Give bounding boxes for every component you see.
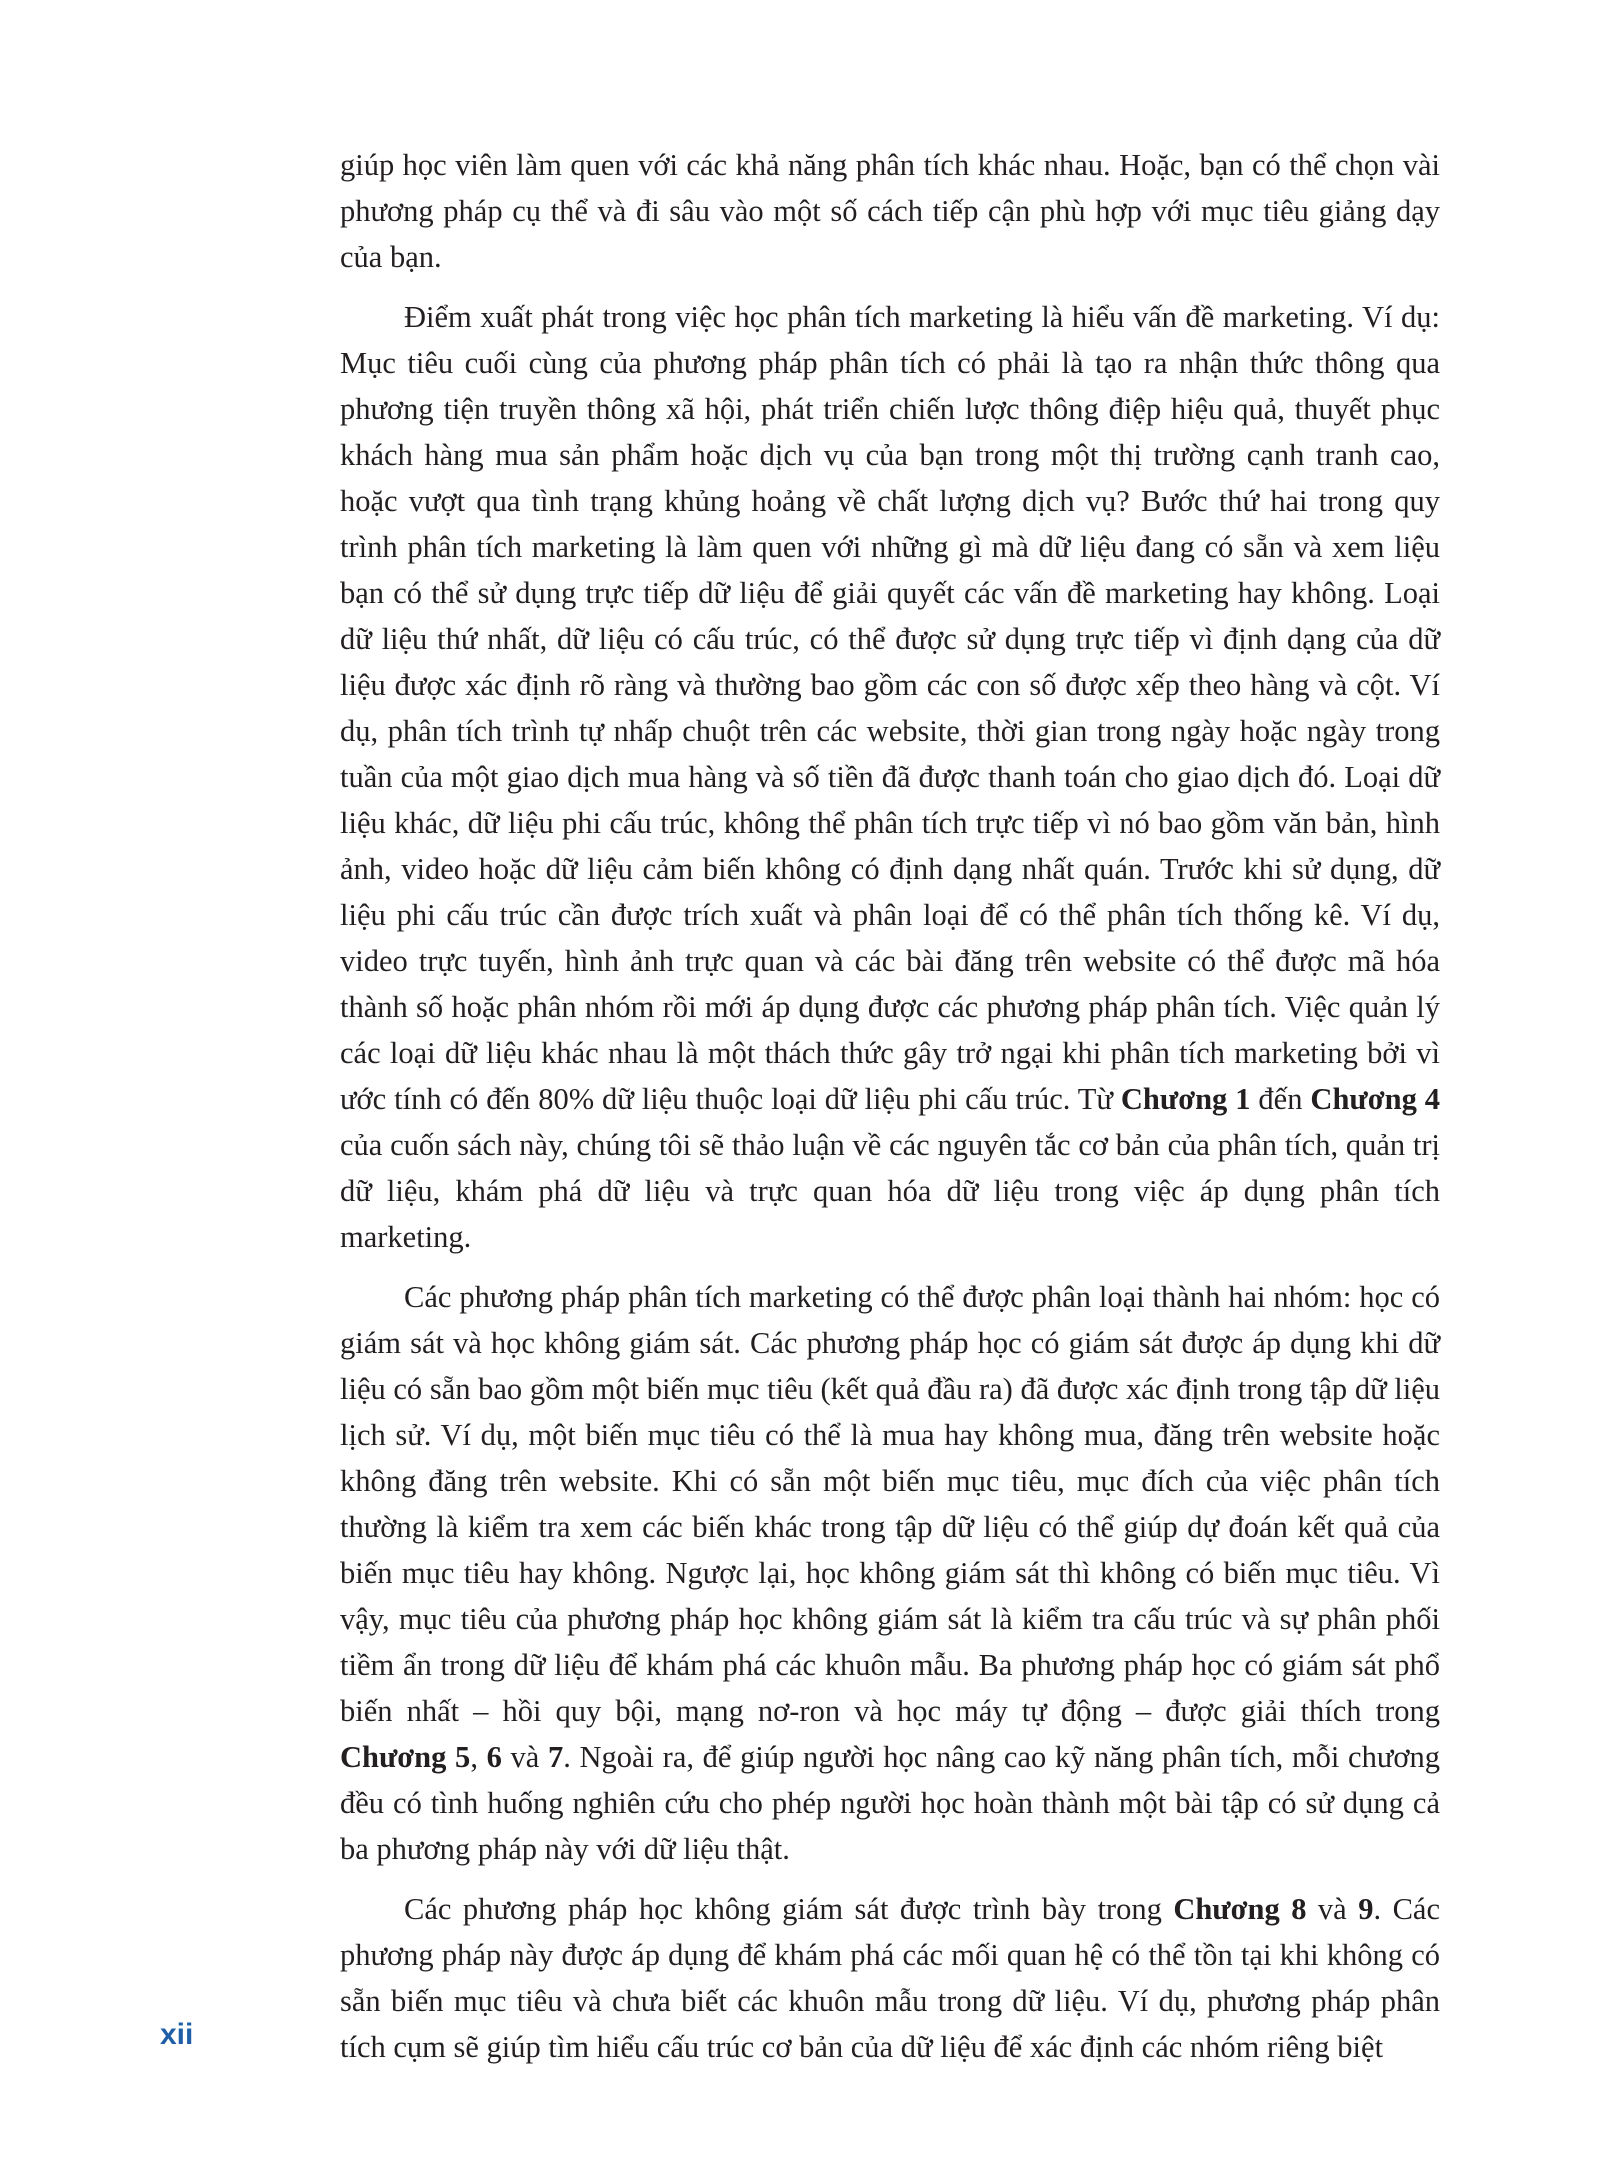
page-number: xii <box>160 2018 194 2051</box>
paragraph-2 <box>340 294 1440 1260</box>
text-run: Các phương pháp học không giám sát được trình bày trong <box>404 1892 1174 1926</box>
paragraph-4 <box>340 1886 1440 2070</box>
text-run: , <box>470 1740 487 1774</box>
text-run: Các phương pháp phân tích marketing có thể được phân loại thành hai nhóm: học có giám sát và học không giám sát. Các phương pháp học có giám sát được áp dụng khi dữ liệu có sẵn bao gồm một biến mục tiêu (kết quả đầu ra) đã được xác định trong tập dữ liệu lịch sử. Ví dụ, một biến mục tiêu có thể là mua hay không mua, đăng trên website hoặc không đăng trên website. Khi có sẵn một biến mục tiêu, mục đích của việc phân tích thường là kiểm tra xem các biến khác trong tập dữ liệu có thể giúp dự đoán kết quả của biến mục tiêu hay không. Ngược lại, học không giám sát thì không có biến mục tiêu. Vì vậy, mục tiêu của phương pháp học không giám sát là kiểm tra cấu trúc và sự phân phối tiềm ẩn trong dữ liệu để khám phá các khuôn mẫu. Ba phương pháp học có giám sát phổ biến nhất – hồi quy bội, mạng nơ-ron và học máy tự động – được giải thích trong <box>340 1280 1440 1728</box>
text-run: đến <box>1250 1082 1311 1116</box>
bold-reference: 9 <box>1358 1892 1374 1926</box>
text-run: và <box>501 1740 548 1774</box>
paragraph-3 <box>340 1274 1440 1872</box>
text-run: . Ngoài ra, để giúp người học nâng cao kỹ năng phân tích, mỗi chương đều có tình huống nghiên cứu cho phép người học hoàn thành một bài tập có sử dụng cả ba phương pháp này với dữ liệu thật. <box>340 1740 1440 1866</box>
text-run: của cuốn sách này, chúng tôi sẽ thảo luận về các nguyên tắc cơ bản của phân tích, quản trị dữ liệu, khám phá dữ liệu và trực quan hóa dữ liệu trong việc áp dụng phân tích marketing. <box>340 1128 1440 1254</box>
bold-reference: Chương 5 <box>340 1740 471 1774</box>
text-run: giúp học viên làm quen với các khả năng phân tích khác nhau. Hoặc, bạn có thể chọn vài phương pháp cụ thể và đi sâu vào một số cách tiếp cận phù hợp với mục tiêu giảng dạy của bạn. <box>340 148 1440 274</box>
paragraph-1 <box>340 142 1440 280</box>
text-run: Điểm xuất phát trong việc học phân tích marketing là hiểu vấn đề marketing. Ví dụ: Mục tiêu cuối cùng của phương pháp phân tích có phải là tạo ra nhận thức thông qua phương tiện truyền thông xã hội, phát triển chiến lược thông điệp hiệu quả, thuyết phục khách hàng mua sản phẩm hoặc dịch vụ của bạn trong một thị trường cạnh tranh cao, hoặc vượt qua tình trạng khủng hoảng về chất lượng dịch vụ? Bước thứ hai trong quy trình phân tích marketing là làm quen với những gì mà dữ liệu đang có sẵn và xem liệu bạn có thể sử dụng trực tiếp dữ liệu để giải quyết các vấn đề marketing hay không. Loại dữ liệu thứ nhất, dữ liệu có cấu trúc, có thể được sử dụng trực tiếp vì định dạng của dữ liệu được xác định rõ ràng và thường bao gồm các con số được xếp theo hàng và cột. Ví dụ, phân tích trình tự nhấp chuột trên các website, thời gian trong ngày hoặc ngày trong tuần của một giao dịch mua hàng và số tiền đã được thanh toán cho giao dịch đó. Loại dữ liệu khác, dữ liệu phi cấu trúc, không thể phân tích trực tiếp vì nó bao gồm văn bản, hình ảnh, video hoặc dữ liệu cảm biến không có định dạng nhất quán. Trước khi sử dụng, dữ liệu phi cấu trúc cần được trích xuất và phân loại để có thể phân tích thống kê. Ví dụ, video trực tuyến, hình ảnh trực quan và các bài đăng trên website có thể được mã hóa thành số hoặc phân nhóm rồi mới áp dụng được các phương pháp phân tích. Việc quản lý các loại dữ liệu khác nhau là một thách thức gây trở ngại khi phân tích marketing bởi vì ước tính có đến 80% dữ liệu thuộc loại dữ liệu phi cấu trúc. Từ <box>340 300 1440 1116</box>
bold-reference: Chương 1 <box>1120 1082 1251 1116</box>
body-text <box>340 142 1440 2084</box>
bold-reference: 7 <box>547 1740 564 1774</box>
text-run: . Các phương pháp này được áp dụng để khám phá các mối quan hệ có thể tồn tại khi không có sẵn biến mục tiêu và chưa biết các khuôn mẫu trong dữ liệu. Ví dụ, phương pháp phân tích cụm sẽ giúp tìm hiểu cấu trúc cơ bản của dữ liệu để xác định các nhóm riêng biệt <box>340 1892 1440 2064</box>
bold-reference: Chương 4 <box>1310 1082 1441 1116</box>
text-run: và <box>1306 1892 1359 1926</box>
bold-reference: 6 <box>486 1740 502 1774</box>
bold-reference: Chương 8 <box>1173 1892 1307 1926</box>
